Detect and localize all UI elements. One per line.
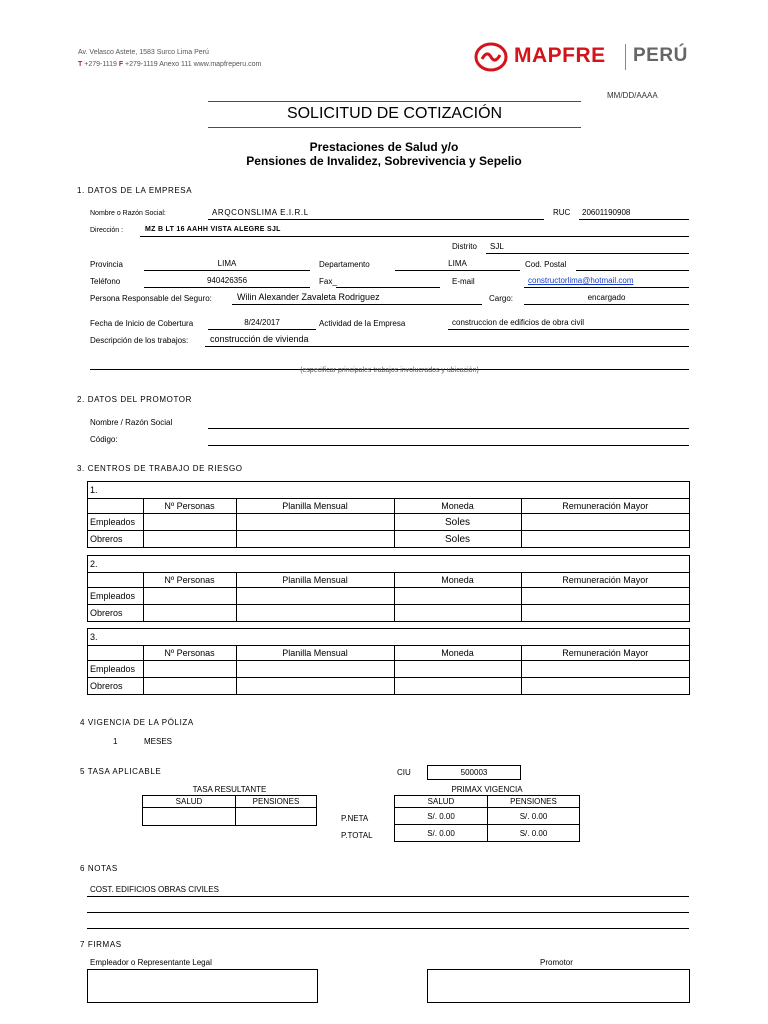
vigencia-unit: MESES <box>144 737 173 746</box>
pneta-pensiones-cell[interactable]: S/. 0.00 <box>488 808 580 825</box>
provincia-value[interactable]: LIMA <box>217 259 237 268</box>
fecha-field-line <box>208 329 316 330</box>
telefono-value[interactable]: 940426356 <box>206 276 248 285</box>
cod-postal-field-line <box>576 270 689 271</box>
empleados-remuneracion-cell[interactable] <box>521 588 689 605</box>
tasa-title: TASA RESULTANTE <box>192 785 267 794</box>
col-planilla: Planilla Mensual <box>236 499 394 514</box>
ciu-label: CIU <box>397 768 411 777</box>
promotor-name-label: Nombre / Razón Social <box>90 418 173 427</box>
col-planilla: Planilla Mensual <box>236 646 394 661</box>
col-personas: Nº Personas <box>143 573 236 588</box>
center-number: 1. <box>88 482 689 499</box>
logo-country: PERÚ <box>633 45 688 66</box>
ruc-label: RUC <box>553 208 571 217</box>
tasa-table <box>142 795 317 826</box>
obreros-planilla-cell[interactable] <box>236 531 394 548</box>
col-remuneracion: Remuneración Mayor <box>521 499 689 514</box>
descripcion-hint: (especificar principales trabajos involucrados y ubicación) <box>300 367 479 374</box>
notes-line-3 <box>87 928 689 929</box>
logo-brand: MAPFRE <box>514 44 606 67</box>
tasa-col-pensiones: PENSIONES <box>236 796 317 808</box>
col-moneda: Moneda <box>394 646 521 661</box>
section4-heading: 4 VIGENCIA DE LA PÓLIZA <box>80 718 194 727</box>
signature-left-box[interactable] <box>87 969 318 1003</box>
row-obreros: Obreros <box>88 678 143 695</box>
center-number: 2. <box>88 556 689 573</box>
prima-table <box>394 795 580 842</box>
empleados-moneda-cell[interactable] <box>394 661 521 678</box>
mapfre-emblem-icon <box>474 40 510 74</box>
col-personas: Nº Personas <box>143 646 236 661</box>
section1-heading: 1. DATOS DE LA EMPRESA <box>77 186 193 195</box>
actividad-label: Actividad de la Empresa <box>319 319 406 328</box>
obreros-moneda-cell[interactable] <box>394 678 521 695</box>
phone-letter: T <box>78 61 83 68</box>
ptotal-salud-cell[interactable]: S/. 0.00 <box>395 825 488 842</box>
title-rule-bottom <box>208 127 581 128</box>
obreros-moneda-cell[interactable]: Soles <box>394 531 521 548</box>
empleados-remuneracion-cell[interactable] <box>521 514 689 531</box>
responsable-value[interactable]: Wilin Alexander Zavaleta Rodriguez <box>237 292 380 302</box>
subtitle-2: Pensiones de Invalidez, Sobrevivencia y Sepelio <box>246 154 522 168</box>
obreros-remuneracion-cell[interactable] <box>521 531 689 548</box>
col-moneda: Moneda <box>394 499 521 514</box>
obreros-remuneracion-cell[interactable] <box>521 678 689 695</box>
fax-label: Fax_ <box>319 277 337 286</box>
mapfre-logo <box>474 40 694 74</box>
distrito-label: Distrito <box>452 242 477 251</box>
name-field-line <box>208 219 544 220</box>
date-format: MM/DD/AAAA <box>607 91 658 100</box>
provincia-field-line <box>144 270 310 271</box>
obreros-planilla-cell[interactable] <box>236 605 394 622</box>
direccion-value[interactable]: MZ B LT 16 AAHH VISTA ALEGRE SJL <box>145 226 281 233</box>
col-remuneracion: Remuneración Mayor <box>521 646 689 661</box>
telefono-label: Teléfono <box>90 277 121 286</box>
fax-letter: F <box>118 61 124 68</box>
tasa-salud-cell[interactable] <box>143 808 236 826</box>
telefono-field-line <box>144 287 310 288</box>
pneta-salud-cell[interactable]: S/. 0.00 <box>395 808 488 825</box>
col-remuneracion: Remuneración Mayor <box>521 573 689 588</box>
empleados-planilla-cell[interactable] <box>236 661 394 678</box>
obreros-moneda-cell[interactable] <box>394 605 521 622</box>
departamento-label: Departamento <box>319 260 370 269</box>
work-center-1 <box>87 481 690 548</box>
actividad-value[interactable]: construccion de edificios de obra civil <box>452 318 585 327</box>
email-label: E-mail <box>452 277 475 286</box>
center-number: 3. <box>88 629 689 646</box>
company-address: Av. Velasco Astete, 1583 Surco Lima Perú <box>78 49 209 56</box>
section2-heading: 2. DATOS DEL PROMOTOR <box>77 395 192 404</box>
descripcion-field-line-1 <box>205 346 689 347</box>
empleados-personas-cell[interactable] <box>143 514 236 531</box>
cargo-value[interactable]: encargado <box>587 293 626 302</box>
provincia-label: Provincia <box>90 260 123 269</box>
logo-divider <box>625 44 626 70</box>
empleados-personas-cell[interactable] <box>143 661 236 678</box>
col-personas: Nº Personas <box>143 499 236 514</box>
promotor-code-line <box>208 445 689 446</box>
prima-col-pensiones: PENSIONES <box>488 796 580 808</box>
empleados-remuneracion-cell[interactable] <box>521 661 689 678</box>
name-label: Nombre o Razón Social: <box>90 210 166 217</box>
responsable-label: Persona Responsable del Seguro: <box>90 294 212 303</box>
fecha-label: Fecha de Inicio de Cobertura <box>90 319 194 328</box>
signature-right-label: Promotor <box>540 958 573 967</box>
tasa-pensiones-cell[interactable] <box>236 808 317 826</box>
notes-line-2 <box>87 912 689 913</box>
work-center-2 <box>87 555 690 622</box>
distrito-value[interactable]: SJL <box>490 242 504 251</box>
email-value[interactable]: constructorlima@hotmail.com <box>528 276 634 285</box>
signature-left-label: Empleador o Representante Legal <box>90 958 212 967</box>
col-planilla: Planilla Mensual <box>236 573 394 588</box>
company-contact <box>78 61 261 68</box>
cargo-label: Cargo: <box>489 294 514 303</box>
obreros-personas-cell[interactable] <box>143 531 236 548</box>
promotor-name-line <box>208 428 689 429</box>
note-text[interactable]: COST. EDIFICIOS OBRAS CIVILES <box>90 885 219 894</box>
responsable-field-line <box>232 304 482 305</box>
section6-heading: 6 NOTAS <box>80 864 118 873</box>
direccion-label: Dirección : <box>90 227 124 234</box>
direccion-field-line <box>140 236 689 237</box>
fax-web: +279-1119 Anexo 111 www.mapfreperu.com <box>123 61 262 68</box>
departamento-value[interactable]: LIMA <box>448 259 467 268</box>
row-obreros: Obreros <box>88 531 143 548</box>
fecha-value[interactable]: 8/24/2017 <box>244 318 280 327</box>
ptotal-pensiones-cell[interactable]: S/. 0.00 <box>488 825 580 842</box>
row-empleados: Empleados <box>88 514 143 531</box>
row-empleados: Empleados <box>88 588 143 605</box>
vigencia-value[interactable]: 1 <box>113 737 118 746</box>
title-rule-top <box>208 101 581 102</box>
descripcion-label: Descripción de los trabajos: <box>90 336 189 345</box>
name-value[interactable]: ARQCONSLIMA E.I.R.L <box>212 208 309 217</box>
empleados-personas-cell[interactable] <box>143 588 236 605</box>
empleados-planilla-cell[interactable] <box>236 514 394 531</box>
section5-heading: 5 TASA APLICABLE <box>80 767 162 776</box>
prima-col-salud: SALUD <box>395 796 488 808</box>
ptotal-label: P.TOTAL <box>341 831 373 840</box>
notes-line-1 <box>87 896 689 897</box>
ciu-value[interactable]: 500003 <box>427 765 521 780</box>
obreros-planilla-cell[interactable] <box>236 678 394 695</box>
row-obreros: Obreros <box>88 605 143 622</box>
pneta-label: P.NETA <box>341 814 369 823</box>
section3-heading: 3. CENTROS DE TRABAJO DE RIESGO <box>77 464 243 473</box>
work-center-3 <box>87 628 690 695</box>
ruc-field-line <box>579 219 689 220</box>
departamento-field-line <box>395 270 520 271</box>
subtitle-1: Prestaciones de Salud y/o <box>309 140 459 154</box>
tasa-col-salud: SALUD <box>143 796 236 808</box>
email-field-line <box>524 287 689 288</box>
page-title: SOLICITUD DE COTIZACIÓN <box>286 105 503 122</box>
col-moneda: Moneda <box>394 573 521 588</box>
section7-heading: 7 FIRMAS <box>80 940 122 949</box>
empleados-moneda-cell[interactable] <box>394 588 521 605</box>
ruc-value[interactable]: 20601190908 <box>582 208 631 217</box>
promotor-code-label: Código: <box>90 435 118 444</box>
phone-number: +279-1119 <box>82 61 119 68</box>
fax-field-line <box>336 287 440 288</box>
empleados-moneda-cell[interactable]: Soles <box>394 514 521 531</box>
cod-postal-label: Cod. Postal <box>525 260 567 269</box>
row-empleados: Empleados <box>88 661 143 678</box>
obreros-personas-cell[interactable] <box>143 605 236 622</box>
actividad-field-line <box>448 329 689 330</box>
descripcion-value[interactable]: construcción de vivienda <box>210 334 309 344</box>
signature-right-box[interactable] <box>427 969 690 1003</box>
empleados-planilla-cell[interactable] <box>236 588 394 605</box>
prima-title: PRIMAX VIGENCIA <box>451 785 523 794</box>
distrito-field-line <box>486 253 689 254</box>
obreros-remuneracion-cell[interactable] <box>521 605 689 622</box>
obreros-personas-cell[interactable] <box>143 678 236 695</box>
cargo-field-line <box>524 304 689 305</box>
